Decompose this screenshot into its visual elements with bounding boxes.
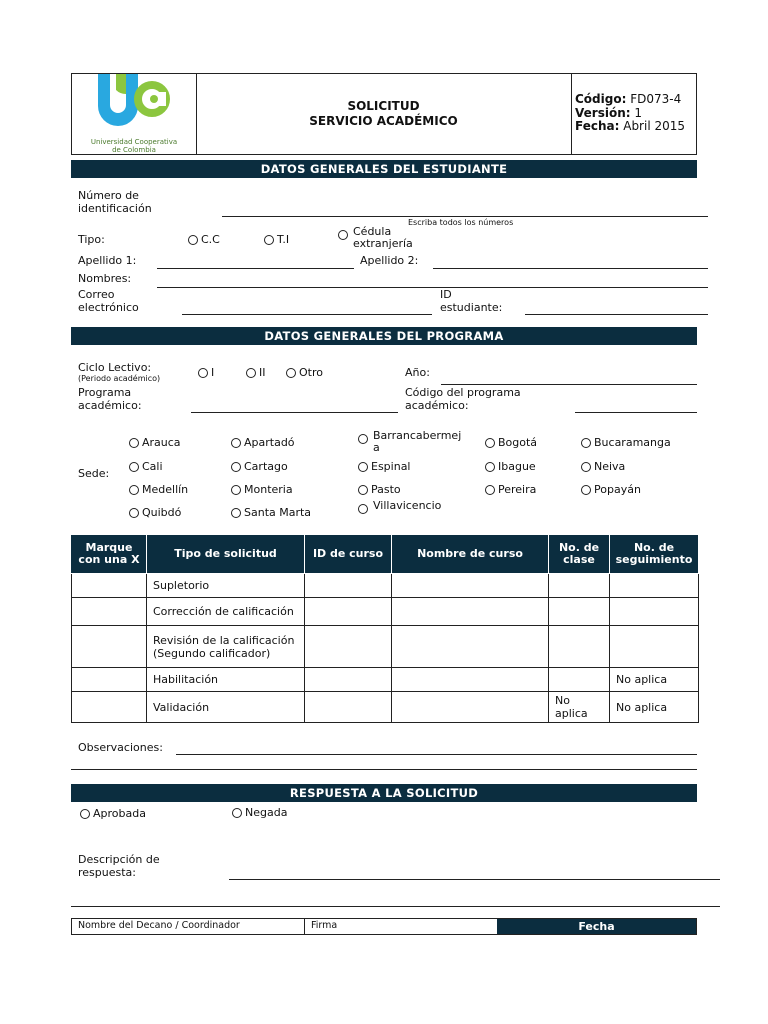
radio-sede-8[interactable]: Ibague xyxy=(485,460,536,473)
nombre-curso-cell[interactable] xyxy=(392,574,549,598)
apellido2-field[interactable] xyxy=(433,268,708,269)
radio-circle-icon xyxy=(358,504,368,514)
radio-sede-17[interactable]: Villavicencio xyxy=(358,500,465,512)
radio-sede-9[interactable]: Neiva xyxy=(581,460,625,473)
radio-sede-2[interactable]: Barrancabermeja xyxy=(358,430,465,454)
mark-cell[interactable] xyxy=(72,598,147,626)
col-no-clase: No. de clase xyxy=(549,535,610,574)
radio-circle-icon xyxy=(485,438,495,448)
col-id-curso: ID de curso xyxy=(305,535,392,574)
radio-sede-14[interactable]: Popayán xyxy=(581,483,641,496)
programa-field[interactable] xyxy=(191,412,398,413)
radio-circle-icon xyxy=(231,462,241,472)
anio-label: Año: xyxy=(405,366,430,379)
correo-label: Correo electrónico xyxy=(78,288,139,314)
nombre-curso-cell[interactable] xyxy=(392,598,549,626)
tipo-cell: Corrección de calificación xyxy=(147,598,305,626)
radio-circle-icon xyxy=(581,462,591,472)
radio-sede-16[interactable]: Santa Marta xyxy=(231,506,311,519)
no-clase-cell[interactable] xyxy=(549,574,610,598)
no-seguimiento-cell[interactable]: No aplica xyxy=(610,668,699,692)
radio-sede-10[interactable]: Medellín xyxy=(129,483,188,496)
col-no-seguimiento: No. de seguimiento xyxy=(610,535,699,574)
no-seguimiento-cell[interactable] xyxy=(610,574,699,598)
radio-circle-icon xyxy=(129,485,139,495)
radio-circle-icon xyxy=(338,230,348,240)
section-student-header: DATOS GENERALES DEL ESTUDIANTE xyxy=(71,160,697,178)
section-response-header: RESPUESTA A LA SOLICITUD xyxy=(71,784,697,802)
radio-circle-icon xyxy=(129,508,139,518)
radio-sede-3[interactable]: Bogotá xyxy=(485,436,537,449)
signature-row xyxy=(71,918,697,935)
radio-cc[interactable]: C.C xyxy=(188,233,220,246)
radio-circle-icon xyxy=(581,438,591,448)
radio-sede-1[interactable]: Apartadó xyxy=(231,436,295,449)
id-field[interactable] xyxy=(222,216,708,217)
radio-cedula-extranjeria[interactable]: Cédula extranjería xyxy=(338,226,418,250)
section-program-header: DATOS GENERALES DEL PROGRAMA xyxy=(71,327,697,345)
sede-label: Sede: xyxy=(78,467,110,480)
observaciones-label: Observaciones: xyxy=(78,741,163,754)
university-logo-icon xyxy=(72,74,196,140)
radio-circle-icon xyxy=(188,235,198,245)
radio-sede-11[interactable]: Monteria xyxy=(231,483,293,496)
radio-circle-icon xyxy=(198,368,208,378)
radio-circle-icon xyxy=(264,235,274,245)
no-clase-cell[interactable] xyxy=(549,668,610,692)
radio-ciclo-ii[interactable]: II xyxy=(246,366,266,379)
fecha-value: Abril 2015 xyxy=(623,119,686,133)
radio-circle-icon xyxy=(232,808,242,818)
radio-circle-icon xyxy=(231,485,241,495)
descripcion-field-2[interactable] xyxy=(71,906,720,907)
radio-ciclo-otro[interactable]: Otro xyxy=(286,366,323,379)
tipo-cell: Habilitación xyxy=(147,668,305,692)
tipo-cell: Validación xyxy=(147,692,305,723)
radio-aprobada[interactable]: Aprobada xyxy=(80,807,146,820)
nombres-label: Nombres: xyxy=(78,272,132,285)
no-seguimiento-cell[interactable] xyxy=(610,598,699,626)
tipo-cell: Supletorio xyxy=(147,574,305,598)
codigo-programa-label: Código del programa académico: xyxy=(405,386,521,412)
descripcion-field[interactable] xyxy=(229,879,720,880)
descripcion-label: Descripción de respuesta: xyxy=(78,853,160,879)
radio-circle-icon xyxy=(129,438,139,448)
table-row xyxy=(72,692,699,723)
no-clase-cell[interactable] xyxy=(549,626,610,668)
logo-text-line2: de Colombia xyxy=(112,145,156,154)
logo-cell xyxy=(72,74,197,154)
radio-ciclo-i[interactable]: I xyxy=(198,366,214,379)
codigo-programa-field[interactable] xyxy=(575,412,697,413)
no-clase-cell[interactable]: No aplica xyxy=(549,692,610,723)
radio-ti[interactable]: T.I xyxy=(264,233,289,246)
radio-sede-5[interactable]: Cali xyxy=(129,460,163,473)
id-curso-cell[interactable] xyxy=(305,668,392,692)
request-table xyxy=(71,534,699,723)
ciclo-sub-label: (Periodo académico) xyxy=(78,374,161,383)
radio-circle-icon xyxy=(286,368,296,378)
radio-sede-7[interactable]: Espinal xyxy=(358,460,411,473)
radio-circle-icon xyxy=(358,462,368,472)
mark-cell[interactable] xyxy=(72,574,147,598)
col-nombre-curso: Nombre de curso xyxy=(392,535,549,574)
form-subtitle: SERVICIO ACADÉMICO xyxy=(309,114,458,128)
no-clase-cell[interactable] xyxy=(549,598,610,626)
table-header-row xyxy=(72,535,699,574)
radio-negada[interactable]: Negada xyxy=(232,806,287,819)
radio-sede-15[interactable]: Quibdó xyxy=(129,506,181,519)
observaciones-field-2[interactable] xyxy=(71,769,697,770)
id-hint: Escriba todos los números xyxy=(408,218,514,227)
radio-sede-6[interactable]: Cartago xyxy=(231,460,288,473)
radio-circle-icon xyxy=(246,368,256,378)
id-estudiante-label: ID estudiante: xyxy=(440,288,503,314)
radio-circle-icon xyxy=(485,485,495,495)
no-seguimiento-cell[interactable]: No aplica xyxy=(610,692,699,723)
table-row xyxy=(72,668,699,692)
id-estudiante-field[interactable] xyxy=(525,314,708,315)
logo-text-line1: Universidad Cooperativa xyxy=(90,138,178,146)
apellido1-label: Apellido 1: xyxy=(78,254,137,267)
radio-circle-icon xyxy=(358,434,368,444)
id-curso-cell[interactable] xyxy=(305,574,392,598)
nombre-curso-cell[interactable] xyxy=(392,692,549,723)
id-curso-cell[interactable] xyxy=(305,626,392,668)
table-row xyxy=(72,626,699,668)
radio-circle-icon xyxy=(231,438,241,448)
codigo-value: FD073-4 xyxy=(630,92,682,106)
nombre-curso-cell[interactable] xyxy=(392,668,549,692)
apellido1-field[interactable] xyxy=(157,268,354,269)
radio-circle-icon xyxy=(80,809,90,819)
radio-circle-icon xyxy=(581,485,591,495)
version-value: 1 xyxy=(634,105,642,120)
apellido2-label: Apellido 2: xyxy=(360,254,419,267)
table-row xyxy=(72,598,699,626)
radio-sede-0[interactable]: Arauca xyxy=(129,436,181,449)
ciclo-label: Ciclo Lectivo: (Periodo académico) xyxy=(78,361,161,383)
mark-cell[interactable] xyxy=(72,626,147,668)
programa-label: Programa académico: xyxy=(78,386,142,412)
nombre-curso-cell[interactable] xyxy=(392,626,549,668)
col-marque: Marque con una X xyxy=(72,535,147,574)
tipo-label: Tipo: xyxy=(78,233,105,246)
nombres-field[interactable] xyxy=(157,287,708,288)
radio-sede-13[interactable]: Pereira xyxy=(485,483,536,496)
form-header xyxy=(71,73,697,155)
no-seguimiento-cell[interactable] xyxy=(610,626,699,668)
col-tipo: Tipo de solicitud xyxy=(147,535,305,574)
radio-circle-icon xyxy=(129,462,139,472)
mark-cell[interactable] xyxy=(72,668,147,692)
anio-field[interactable] xyxy=(441,384,697,385)
decano-field[interactable]: Nombre del Decano / Coordinador xyxy=(72,919,305,934)
radio-circle-icon xyxy=(485,462,495,472)
id-curso-cell[interactable] xyxy=(305,692,392,723)
radio-sede-12[interactable]: Pasto xyxy=(358,483,401,496)
id-label: Número de identificación xyxy=(78,189,152,215)
form-title: SOLICITUD xyxy=(347,99,420,113)
mark-cell[interactable] xyxy=(72,692,147,723)
radio-circle-icon xyxy=(231,508,241,518)
fecha-field[interactable]: Fecha xyxy=(497,919,696,934)
form-meta: Código: FD073-4 Versión: 1 Fecha: Abril 2015 xyxy=(575,92,686,133)
radio-circle-icon xyxy=(358,485,368,495)
table-row xyxy=(72,574,699,598)
id-curso-cell[interactable] xyxy=(305,598,392,626)
tipo-cell: Revisión de la calificación (Segundo calificador) xyxy=(147,626,305,668)
radio-sede-4[interactable]: Bucaramanga xyxy=(581,436,671,449)
correo-field[interactable] xyxy=(182,314,432,315)
firma-field[interactable]: Firma xyxy=(311,920,338,931)
observaciones-field[interactable] xyxy=(176,754,697,755)
